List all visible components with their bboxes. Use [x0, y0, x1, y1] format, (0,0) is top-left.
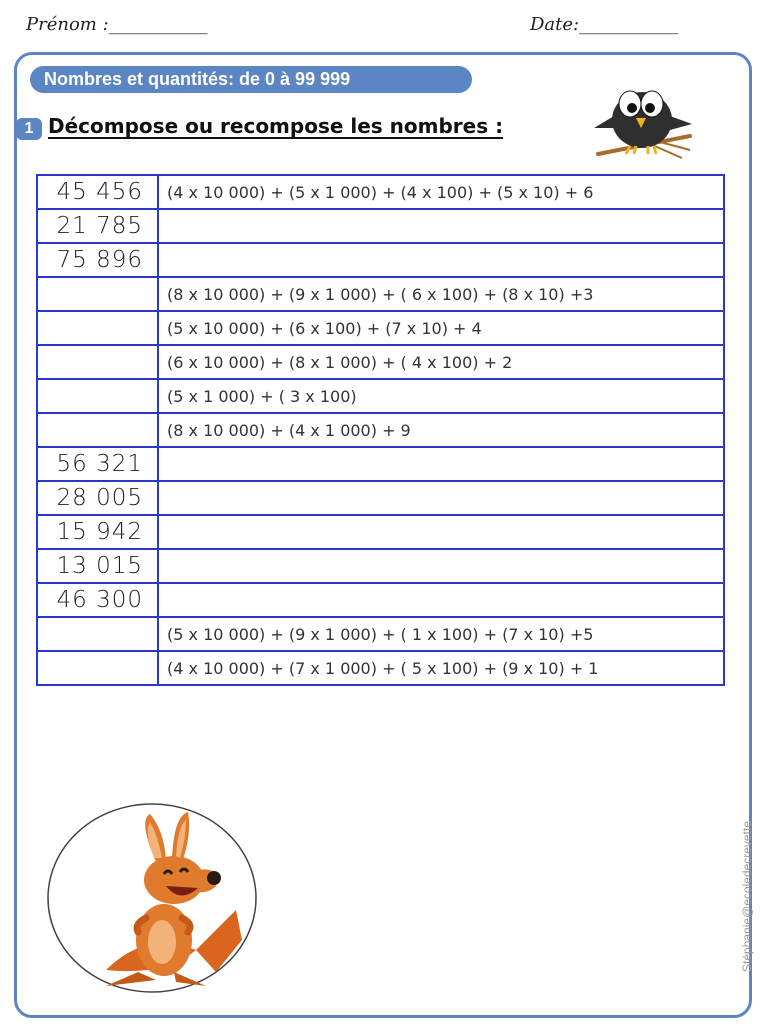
- decomposition-cell: (4 x 10 000) + (7 x 1 000) + ( 5 x 100) + (9 x 10) + 1: [158, 651, 724, 685]
- number-cell: 28 005: [37, 481, 158, 515]
- table-row: [37, 277, 724, 311]
- table-row: [37, 617, 724, 651]
- number-cell[interactable]: [37, 617, 158, 651]
- section-banner: Nombres et quantités: de 0 à 99 999: [30, 66, 472, 93]
- table-row: [37, 379, 724, 413]
- decomposition-cell[interactable]: [158, 515, 724, 549]
- kangaroo-icon: [46, 800, 262, 996]
- number-cell: 56 321: [37, 447, 158, 481]
- table-row: [37, 243, 724, 277]
- table-row: [37, 549, 724, 583]
- number-cell[interactable]: [37, 413, 158, 447]
- number-cell: 75 896: [37, 243, 158, 277]
- table-row: [37, 583, 724, 617]
- decomposition-cell: (8 x 10 000) + (4 x 1 000) + 9: [158, 413, 724, 447]
- number-cell: 46 300: [37, 583, 158, 617]
- date-field[interactable]: Date:___________: [530, 14, 679, 35]
- table-row: [37, 481, 724, 515]
- decomposition-cell[interactable]: [158, 481, 724, 515]
- exercise-instruction: Décompose ou recompose les nombres :: [48, 114, 504, 138]
- number-cell[interactable]: [37, 345, 158, 379]
- decomposition-cell: (4 x 10 000) + (5 x 1 000) + (4 x 100) + (5 x 10) + 6: [158, 175, 724, 209]
- prenom-field[interactable]: Prénom :___________: [26, 14, 208, 35]
- decomposition-cell: (5 x 1 000) + ( 3 x 100): [158, 379, 724, 413]
- table-row: [37, 515, 724, 549]
- author-credit: Stéphanie@ecoledecrevette: [740, 821, 754, 972]
- number-cell[interactable]: [37, 277, 158, 311]
- table-row: [37, 651, 724, 685]
- number-cell: 21 785: [37, 209, 158, 243]
- number-cell: 45 456: [37, 175, 158, 209]
- number-cell[interactable]: [37, 651, 158, 685]
- decomposition-cell[interactable]: [158, 447, 724, 481]
- number-cell: 15 942: [37, 515, 158, 549]
- number-cell[interactable]: [37, 379, 158, 413]
- decomposition-table: [36, 174, 725, 686]
- number-cell: 13 015: [37, 549, 158, 583]
- table-row: [37, 447, 724, 481]
- number-cell[interactable]: [37, 311, 158, 345]
- decomposition-cell[interactable]: [158, 549, 724, 583]
- exercise-number-badge: 1: [16, 118, 42, 140]
- table-row: [37, 311, 724, 345]
- decomposition-cell[interactable]: [158, 583, 724, 617]
- decomposition-cell: (6 x 10 000) + (8 x 1 000) + ( 4 x 100) + 2: [158, 345, 724, 379]
- decomposition-cell[interactable]: [158, 209, 724, 243]
- table-row: [37, 413, 724, 447]
- decomposition-cell: (5 x 10 000) + (6 x 100) + (7 x 10) + 4: [158, 311, 724, 345]
- bird-icon: [590, 66, 700, 166]
- table-row: [37, 209, 724, 243]
- decomposition-cell: (5 x 10 000) + (9 x 1 000) + ( 1 x 100) + (7 x 10) +5: [158, 617, 724, 651]
- decomposition-cell[interactable]: [158, 243, 724, 277]
- table-row: [37, 175, 724, 209]
- decomposition-cell: (8 x 10 000) + (9 x 1 000) + ( 6 x 100) + (8 x 10) +3: [158, 277, 724, 311]
- table-row: [37, 345, 724, 379]
